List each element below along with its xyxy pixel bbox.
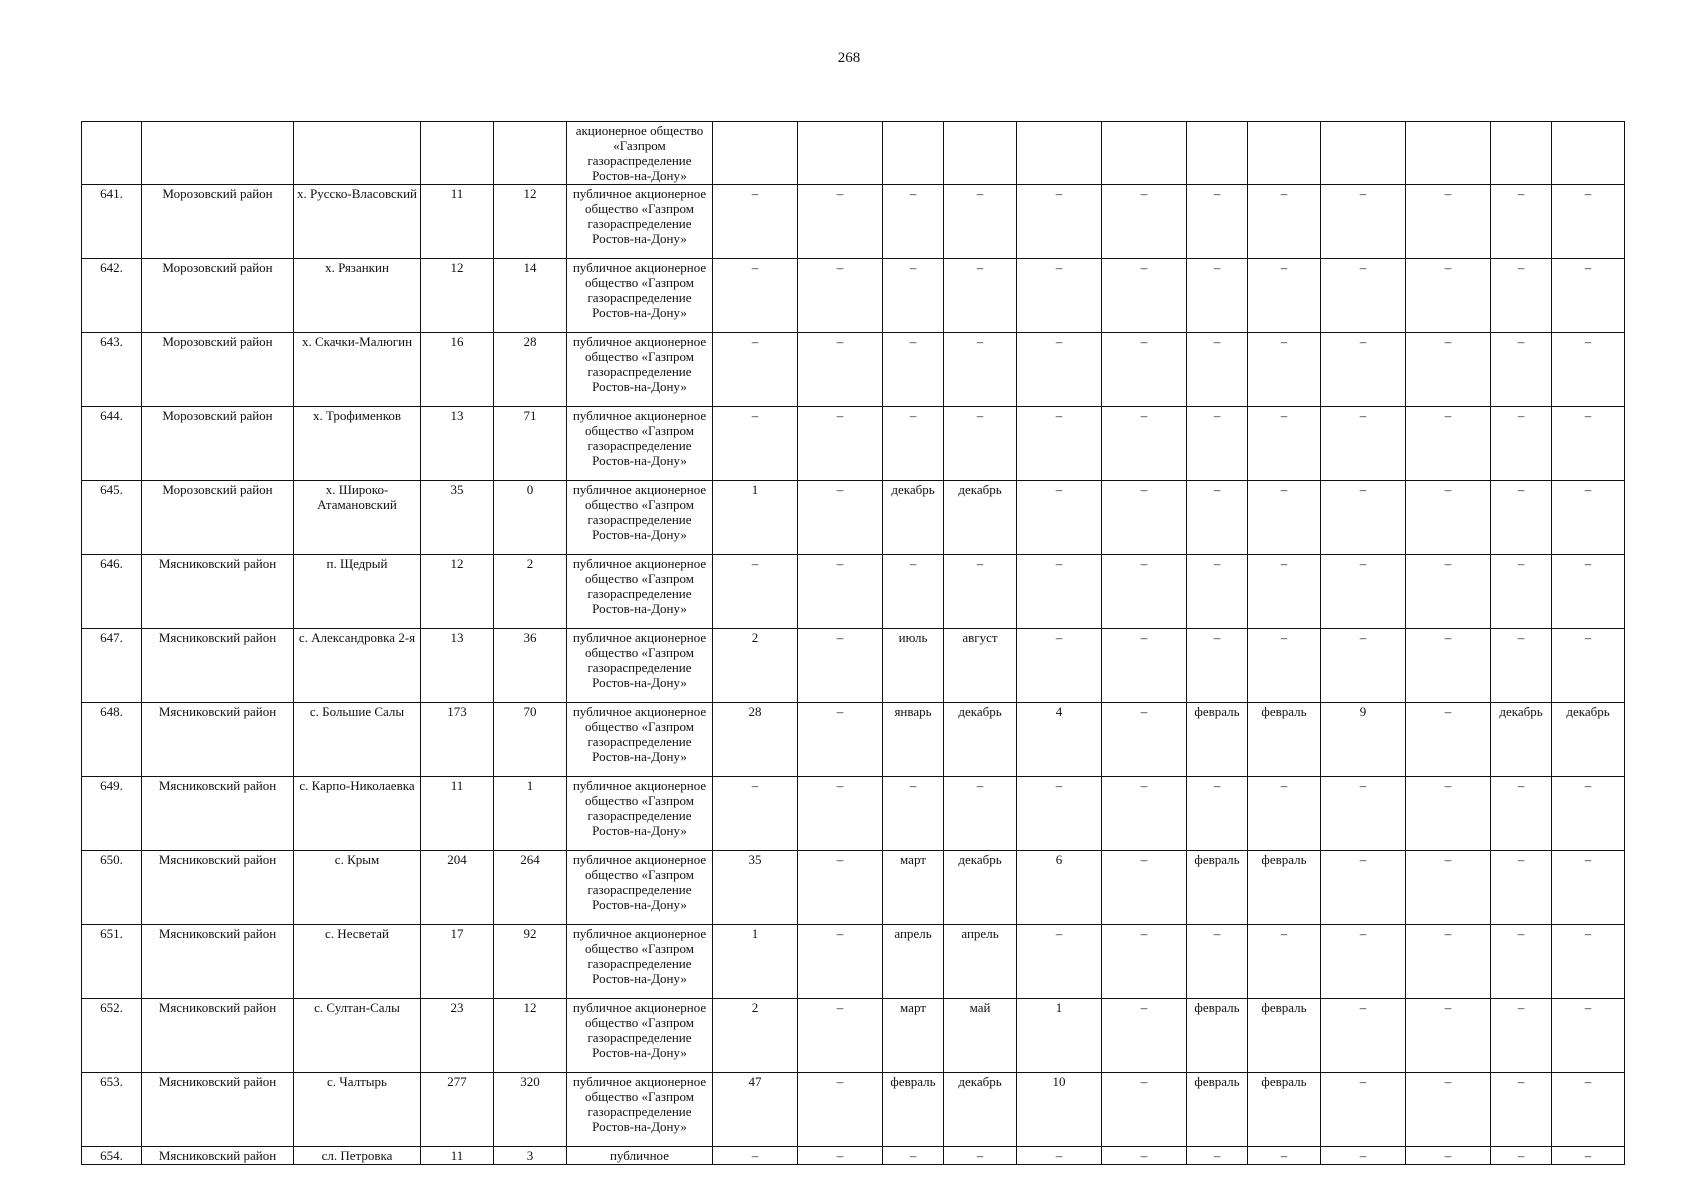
cell-value: – — [1552, 629, 1625, 703]
cell-organization: публичное акционерное общество «Газпром газораспределение Ростов-на-Дону» — [567, 629, 713, 703]
cell-value: – — [1406, 555, 1491, 629]
cell-value: 2 — [713, 999, 798, 1073]
cell-a: 11 — [421, 1147, 494, 1165]
cell-value: – — [1491, 629, 1552, 703]
cell-value: – — [1406, 259, 1491, 333]
cell-value: – — [798, 925, 883, 999]
cell-value: 6 — [1017, 851, 1102, 925]
cell-a: 35 — [421, 481, 494, 555]
cell-value: – — [1017, 1147, 1102, 1165]
cell-organization: публичное акционерное общество «Газпром газораспределение Ростов-на-Дону» — [567, 925, 713, 999]
cell-value: декабрь — [944, 1073, 1017, 1147]
cell-value: – — [1552, 555, 1625, 629]
cell-value: – — [883, 777, 944, 851]
cell-value: – — [1321, 629, 1406, 703]
cell-value: – — [944, 1147, 1017, 1165]
cell-a: 11 — [421, 777, 494, 851]
cell-value: – — [1552, 851, 1625, 925]
table-row — [82, 999, 1625, 1073]
cell-value: – — [1321, 851, 1406, 925]
cell-number: 652. — [82, 999, 142, 1073]
table-row — [82, 555, 1625, 629]
cell-value: – — [883, 1147, 944, 1165]
cell-value: – — [1248, 259, 1321, 333]
cell-b: 264 — [494, 851, 567, 925]
cell-number: 651. — [82, 925, 142, 999]
cell-settlement: х. Русско-Власовский — [294, 185, 421, 259]
cell-settlement: с. Большие Салы — [294, 703, 421, 777]
cell-value: – — [1406, 407, 1491, 481]
cell-settlement: с. Чалтырь — [294, 1073, 421, 1147]
cell-value: – — [1406, 703, 1491, 777]
cell-value: – — [798, 259, 883, 333]
cell-value: – — [944, 259, 1017, 333]
cell-empty — [713, 122, 798, 185]
cell-value: – — [1406, 481, 1491, 555]
cell-empty — [798, 122, 883, 185]
cell-b — [494, 122, 567, 185]
cell-value: – — [1102, 1073, 1187, 1147]
cell-value: – — [1187, 925, 1248, 999]
cell-value: – — [1406, 925, 1491, 999]
cell-value: декабрь — [883, 481, 944, 555]
cell-organization: публичное акционерное общество «Газпром газораспределение Ростов-на-Дону» — [567, 555, 713, 629]
cell-organization: публичное акционерное общество «Газпром газораспределение Ростов-на-Дону» — [567, 407, 713, 481]
cell-organization: публичное акционерное общество «Газпром газораспределение Ростов-на-Дону» — [567, 851, 713, 925]
table-row — [82, 629, 1625, 703]
cell-a: 173 — [421, 703, 494, 777]
cell-value: 47 — [713, 1073, 798, 1147]
cell-organization: публичное акционерное общество «Газпром газораспределение Ростов-на-Дону» — [567, 185, 713, 259]
cell-value: – — [798, 407, 883, 481]
cell-organization: публичное акционерное общество «Газпром газораспределение Ростов-на-Дону» — [567, 481, 713, 555]
cell-organization: публичное акционерное общество «Газпром газораспределение Ростов-на-Дону» — [567, 1073, 713, 1147]
cell-district: Морозовский район — [142, 481, 294, 555]
cell-value: – — [1017, 629, 1102, 703]
cell-value: – — [1248, 629, 1321, 703]
cell-value: – — [1248, 333, 1321, 407]
cell-value: – — [713, 1147, 798, 1165]
cell-value: – — [1187, 629, 1248, 703]
cell-value: – — [1491, 333, 1552, 407]
cell-a — [421, 122, 494, 185]
cell-settlement — [294, 122, 421, 185]
cell-value: – — [1406, 333, 1491, 407]
cell-value: – — [798, 1147, 883, 1165]
cell-organization: публичное акционерное общество «Газпром газораспределение Ростов-на-Дону» — [567, 259, 713, 333]
cell-empty — [1017, 122, 1102, 185]
cell-value: – — [798, 1073, 883, 1147]
cell-value: июль — [883, 629, 944, 703]
cell-a: 13 — [421, 629, 494, 703]
cell-district: Морозовский район — [142, 333, 294, 407]
cell-value: – — [1552, 777, 1625, 851]
cell-value: – — [1102, 629, 1187, 703]
cell-value: – — [798, 629, 883, 703]
cell-district: Мясниковский район — [142, 1147, 294, 1165]
table-row — [82, 1147, 1625, 1165]
cell-value: – — [944, 407, 1017, 481]
cell-district: Мясниковский район — [142, 777, 294, 851]
cell-a: 12 — [421, 259, 494, 333]
cell-value: – — [1248, 481, 1321, 555]
cell-value: – — [1552, 925, 1625, 999]
cell-empty — [1187, 122, 1248, 185]
cell-value: февраль — [1248, 1073, 1321, 1147]
cell-value: – — [1321, 481, 1406, 555]
cell-a: 23 — [421, 999, 494, 1073]
cell-value: – — [883, 333, 944, 407]
cell-value: февраль — [1248, 851, 1321, 925]
cell-value: апрель — [883, 925, 944, 999]
cell-b: 28 — [494, 333, 567, 407]
cell-value: – — [1406, 999, 1491, 1073]
cell-settlement: х. Трофименков — [294, 407, 421, 481]
cell-value: – — [1321, 1073, 1406, 1147]
cell-value: – — [1491, 481, 1552, 555]
cell-organization: акционерное общество «Газпром газораспределение Ростов-на-Дону» — [567, 122, 713, 185]
cell-value: 10 — [1017, 1073, 1102, 1147]
cell-value: март — [883, 999, 944, 1073]
cell-value: – — [713, 777, 798, 851]
cell-value: – — [883, 555, 944, 629]
cell-number: 642. — [82, 259, 142, 333]
cell-value: – — [944, 185, 1017, 259]
cell-district: Мясниковский район — [142, 555, 294, 629]
cell-value: декабрь — [944, 851, 1017, 925]
cell-value: – — [1102, 777, 1187, 851]
cell-value: – — [1491, 1073, 1552, 1147]
cell-value: – — [1552, 1073, 1625, 1147]
cell-value: – — [944, 777, 1017, 851]
cell-value: – — [1102, 185, 1187, 259]
cell-value: – — [1102, 481, 1187, 555]
cell-district: Мясниковский район — [142, 925, 294, 999]
cell-b: 12 — [494, 185, 567, 259]
cell-value: – — [1187, 185, 1248, 259]
cell-value: август — [944, 629, 1017, 703]
cell-empty — [944, 122, 1017, 185]
cell-value: – — [1552, 259, 1625, 333]
cell-number: 647. — [82, 629, 142, 703]
cell-value: 4 — [1017, 703, 1102, 777]
cell-settlement: с. Карпо-Николаевка — [294, 777, 421, 851]
cell-value: апрель — [944, 925, 1017, 999]
cell-value: – — [1017, 481, 1102, 555]
cell-b: 36 — [494, 629, 567, 703]
cell-value: – — [1187, 407, 1248, 481]
cell-value: – — [1321, 407, 1406, 481]
cell-value: – — [1321, 925, 1406, 999]
cell-value: – — [713, 259, 798, 333]
cell-organization: публичное — [567, 1147, 713, 1165]
cell-value: февраль — [1187, 703, 1248, 777]
cell-value: – — [1248, 185, 1321, 259]
cell-value: – — [1248, 925, 1321, 999]
cell-value: – — [798, 851, 883, 925]
cell-b: 71 — [494, 407, 567, 481]
cell-number: 641. — [82, 185, 142, 259]
cell-district: Морозовский район — [142, 259, 294, 333]
cell-value: – — [1017, 259, 1102, 333]
cell-empty — [883, 122, 944, 185]
cell-empty — [1491, 122, 1552, 185]
cell-value: февраль — [1187, 851, 1248, 925]
cell-organization: публичное акционерное общество «Газпром газораспределение Ростов-на-Дону» — [567, 777, 713, 851]
cell-value: – — [883, 259, 944, 333]
cell-value: – — [1102, 407, 1187, 481]
cell-value: – — [883, 185, 944, 259]
cell-value: – — [1102, 703, 1187, 777]
cell-settlement: х. Скачки-Малюгин — [294, 333, 421, 407]
cell-value: февраль — [1248, 999, 1321, 1073]
page-number: 268 — [837, 50, 861, 66]
cell-b: 1 — [494, 777, 567, 851]
cell-district: Мясниковский район — [142, 999, 294, 1073]
cell-b: 14 — [494, 259, 567, 333]
table-row — [82, 259, 1625, 333]
cell-district: Мясниковский район — [142, 629, 294, 703]
cell-value: – — [1406, 777, 1491, 851]
table-row — [82, 1073, 1625, 1147]
cell-settlement: х. Широко-Атамановский — [294, 481, 421, 555]
cell-value: – — [1552, 481, 1625, 555]
cell-b: 2 — [494, 555, 567, 629]
cell-value: – — [1491, 999, 1552, 1073]
cell-value: – — [1406, 1073, 1491, 1147]
cell-value: – — [1321, 333, 1406, 407]
cell-value: – — [1102, 999, 1187, 1073]
cell-number: 654. — [82, 1147, 142, 1165]
cell-district: Мясниковский район — [142, 851, 294, 925]
cell-a: 17 — [421, 925, 494, 999]
cell-value: – — [798, 481, 883, 555]
cell-value: – — [1321, 185, 1406, 259]
cell-value: – — [1102, 333, 1187, 407]
cell-value: – — [1102, 851, 1187, 925]
cell-number — [82, 122, 142, 185]
cell-value: – — [1017, 925, 1102, 999]
cell-value: – — [713, 555, 798, 629]
cell-value: – — [883, 407, 944, 481]
cell-value: – — [1102, 555, 1187, 629]
cell-value: – — [1552, 407, 1625, 481]
cell-value: – — [798, 999, 883, 1073]
cell-number: 644. — [82, 407, 142, 481]
cell-value: – — [798, 185, 883, 259]
cell-number: 650. — [82, 851, 142, 925]
cell-b: 0 — [494, 481, 567, 555]
cell-value: – — [1491, 185, 1552, 259]
cell-district: Морозовский район — [142, 407, 294, 481]
cell-value: – — [713, 407, 798, 481]
cell-number: 643. — [82, 333, 142, 407]
cell-district: Мясниковский район — [142, 1073, 294, 1147]
cell-value: 1 — [1017, 999, 1102, 1073]
cell-b: 70 — [494, 703, 567, 777]
cell-value: – — [1406, 185, 1491, 259]
cell-value: – — [1491, 1147, 1552, 1165]
cell-value: – — [1491, 259, 1552, 333]
cell-value: – — [1406, 1147, 1491, 1165]
cell-a: 204 — [421, 851, 494, 925]
cell-value: – — [1491, 407, 1552, 481]
table-row — [82, 333, 1625, 407]
cell-value: – — [1017, 777, 1102, 851]
table-row — [82, 407, 1625, 481]
cell-number: 653. — [82, 1073, 142, 1147]
cell-value: – — [798, 333, 883, 407]
cell-empty — [1102, 122, 1187, 185]
cell-b: 12 — [494, 999, 567, 1073]
cell-value: – — [944, 333, 1017, 407]
cell-value: – — [798, 703, 883, 777]
cell-value: – — [713, 185, 798, 259]
cell-value: май — [944, 999, 1017, 1073]
cell-value: – — [1102, 259, 1187, 333]
cell-value: 2 — [713, 629, 798, 703]
cell-value: 35 — [713, 851, 798, 925]
cell-organization: публичное акционерное общество «Газпром газораспределение Ростов-на-Дону» — [567, 333, 713, 407]
cell-value: – — [1321, 777, 1406, 851]
cell-a: 277 — [421, 1073, 494, 1147]
cell-value: декабрь — [1552, 703, 1625, 777]
cell-value: – — [1102, 1147, 1187, 1165]
cell-value: – — [1321, 999, 1406, 1073]
gasification-table — [81, 121, 1625, 1165]
cell-value: февраль — [1248, 703, 1321, 777]
cell-value: – — [798, 555, 883, 629]
cell-value: декабрь — [944, 481, 1017, 555]
table-row — [82, 925, 1625, 999]
cell-value: – — [1406, 851, 1491, 925]
cell-settlement: с. Александровка 2-я — [294, 629, 421, 703]
cell-value: – — [1491, 555, 1552, 629]
cell-value: январь — [883, 703, 944, 777]
cell-value: февраль — [883, 1073, 944, 1147]
cell-settlement: с. Крым — [294, 851, 421, 925]
cell-value: – — [713, 333, 798, 407]
cell-value: декабрь — [944, 703, 1017, 777]
cell-settlement: с. Несветай — [294, 925, 421, 999]
cell-value: – — [1248, 555, 1321, 629]
cell-organization: публичное акционерное общество «Газпром газораспределение Ростов-на-Дону» — [567, 703, 713, 777]
cell-value: – — [1187, 777, 1248, 851]
cell-value: – — [1321, 1147, 1406, 1165]
cell-value: – — [1102, 925, 1187, 999]
cell-value: – — [1248, 407, 1321, 481]
cell-value: – — [1248, 1147, 1321, 1165]
cell-number: 645. — [82, 481, 142, 555]
cell-value: – — [1552, 1147, 1625, 1165]
table-row — [82, 851, 1625, 925]
cell-empty — [1406, 122, 1491, 185]
cell-b: 92 — [494, 925, 567, 999]
cell-value: 1 — [713, 481, 798, 555]
cell-value: – — [1491, 851, 1552, 925]
cell-value: – — [1187, 333, 1248, 407]
cell-settlement: х. Рязанкин — [294, 259, 421, 333]
table-row — [82, 777, 1625, 851]
cell-value: февраль — [1187, 1073, 1248, 1147]
cell-value: – — [1491, 925, 1552, 999]
cell-value: – — [1321, 259, 1406, 333]
cell-value: – — [1491, 777, 1552, 851]
cell-district — [142, 122, 294, 185]
cell-a: 16 — [421, 333, 494, 407]
cell-a: 13 — [421, 407, 494, 481]
cell-b: 320 — [494, 1073, 567, 1147]
cell-settlement: сл. Петровка — [294, 1147, 421, 1165]
cell-value: – — [1017, 333, 1102, 407]
cell-organization: публичное акционерное общество «Газпром газораспределение Ростов-на-Дону» — [567, 999, 713, 1073]
cell-value: 28 — [713, 703, 798, 777]
cell-value: – — [1406, 629, 1491, 703]
cell-value: – — [1187, 481, 1248, 555]
cell-number: 646. — [82, 555, 142, 629]
table-row — [82, 481, 1625, 555]
table-row — [82, 703, 1625, 777]
cell-value: 9 — [1321, 703, 1406, 777]
cell-value: – — [1552, 333, 1625, 407]
cell-value: – — [1017, 407, 1102, 481]
cell-value: – — [798, 777, 883, 851]
cell-value: – — [1017, 555, 1102, 629]
cell-settlement: с. Султан-Салы — [294, 999, 421, 1073]
cell-value: – — [1017, 185, 1102, 259]
cell-value: март — [883, 851, 944, 925]
cell-value: декабрь — [1491, 703, 1552, 777]
cell-district: Мясниковский район — [142, 703, 294, 777]
cell-value: – — [1552, 999, 1625, 1073]
cell-empty — [1321, 122, 1406, 185]
cell-a: 12 — [421, 555, 494, 629]
cell-value: – — [1321, 555, 1406, 629]
cell-value: – — [1187, 555, 1248, 629]
cell-a: 11 — [421, 185, 494, 259]
cell-number: 649. — [82, 777, 142, 851]
cell-settlement: п. Щедрый — [294, 555, 421, 629]
cell-value: – — [1552, 185, 1625, 259]
cell-value: 1 — [713, 925, 798, 999]
cell-empty — [1552, 122, 1625, 185]
table-row-continuation — [82, 122, 1625, 185]
cell-number: 648. — [82, 703, 142, 777]
cell-empty — [1248, 122, 1321, 185]
cell-value: – — [944, 555, 1017, 629]
cell-value: февраль — [1187, 999, 1248, 1073]
cell-value: – — [1187, 259, 1248, 333]
cell-value: – — [1187, 1147, 1248, 1165]
table-row — [82, 185, 1625, 259]
cell-b: 3 — [494, 1147, 567, 1165]
cell-district: Морозовский район — [142, 185, 294, 259]
cell-value: – — [1248, 777, 1321, 851]
